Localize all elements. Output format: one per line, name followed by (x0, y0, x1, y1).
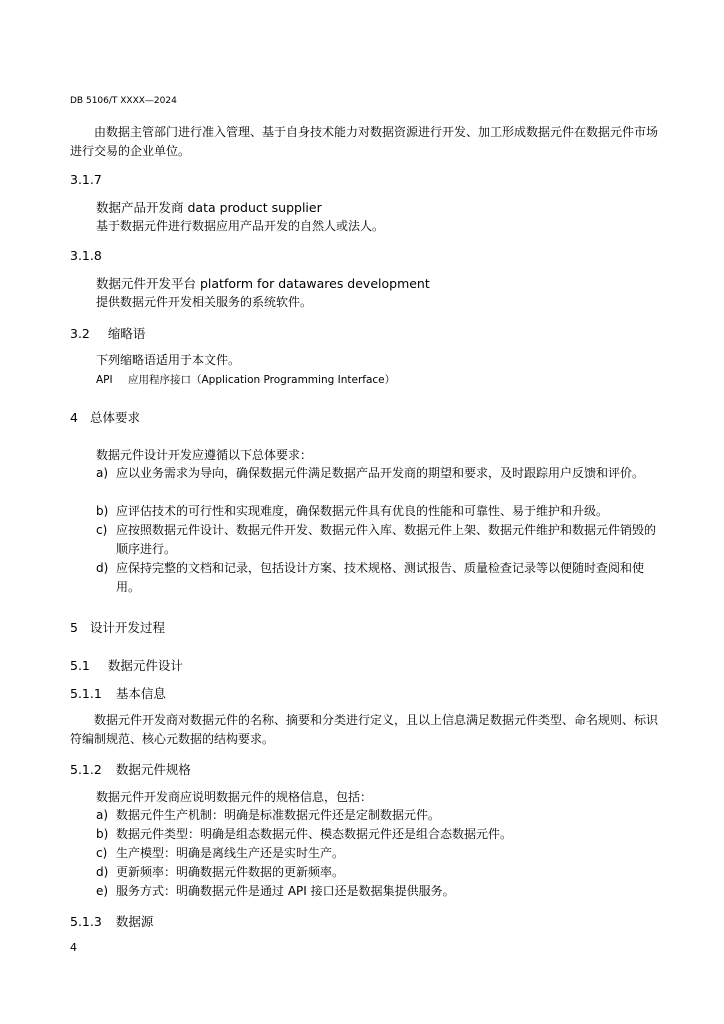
list-text: 应按照数据元件设计、数据元件开发、数据元件入库、数据元件上架、数据元件维护和数据元件销毁的顺序进行。 (116, 523, 657, 556)
section-4-title: 总体要求 (89, 410, 140, 425)
abbr-value: 应用程序接口（Application Programming Interface） (128, 374, 396, 386)
section-5-1-2-number: 5.1.2 (70, 762, 102, 777)
list-marker: d) (96, 865, 109, 879)
list-item (96, 844, 662, 863)
definition-3-1-8: 提供数据元件开发相关服务的系统软件。 (96, 295, 313, 309)
list-marker: b) (96, 504, 109, 518)
section-5-1-heading (70, 656, 183, 674)
section-5-1-number: 5.1 (70, 658, 90, 673)
list-marker: c) (96, 846, 108, 860)
section-5-1-3-number: 5.1.3 (70, 914, 102, 929)
list-text: 应保持完整的文档和记录，包括设计方案、技术规格、测试报告、质量检查记录等以便随时查阅和使用。 (116, 561, 645, 594)
list-item (96, 882, 662, 901)
section-5-1-1-paragraph: 数据元件开发商对数据元件的名称、摘要和分类进行定义，且以上信息满足数据元件类型、命名规则、标识符编制规范、核心元数据的结构要求。 (70, 713, 659, 746)
section-5-1-1-heading (70, 684, 166, 702)
abbr-key: API (96, 374, 113, 386)
list-marker: c) (96, 523, 108, 537)
section-5-1-2-title: 数据元件规格 (115, 762, 191, 777)
term-3-1-8: 数据元件开发平台 platform for datawares development (96, 276, 430, 291)
list-marker: a) (96, 466, 109, 480)
section-5-1-1-number: 5.1.1 (70, 686, 102, 701)
section-5-1-title: 数据元件设计 (107, 658, 183, 673)
list-text: 数据元件生产机制：明确是标准数据元件还是定制数据元件。 (116, 808, 441, 822)
list-marker: a) (96, 808, 109, 822)
abbr-intro: 下列缩略语适用于本文件。 (96, 353, 241, 367)
list-marker: e) (96, 884, 109, 898)
list-item (96, 464, 662, 483)
list-marker: d) (96, 561, 109, 575)
section-5-heading (70, 618, 165, 636)
list-text: 生产模型：明确是离线生产还是实时生产。 (116, 846, 345, 860)
list-item (96, 521, 662, 559)
section-5-1-1-title: 基本信息 (115, 686, 166, 701)
list-item (96, 559, 662, 597)
list-item (96, 825, 662, 844)
list-text: 应评估技术的可行性和实现难度，确保数据元件具有优良的性能和可靠性、易于维护和升级。 (116, 504, 609, 518)
list-text: 服务方式：明确数据元件是通过 API 接口还是数据集提供服务。 (116, 884, 455, 898)
section-5-1-3-heading (70, 912, 153, 930)
abbr-entry (96, 372, 395, 387)
section-5-1-2-intro: 数据元件开发商应说明数据元件的规格信息，包括： (96, 790, 373, 804)
page-number: 4 (70, 941, 77, 954)
section-5-1-2-heading (70, 760, 191, 778)
intro-paragraph: 由数据主管部门进行准入管理、基于自身技术能力对数据资源进行开发、加工形成数据元件在数据元件市场进行交易的企业单位。 (70, 125, 659, 158)
section-3-1-8-number: 3.1.8 (70, 248, 102, 263)
list-text: 数据元件类型：明确是组态数据元件、模态数据元件还是组合态数据元件。 (116, 827, 513, 841)
section-3-2-number: 3.2 (70, 326, 90, 341)
list-item (96, 502, 662, 521)
section-3-2-title: 缩略语 (107, 326, 146, 341)
list-text: 更新频率：明确数据元件数据的更新频率。 (116, 865, 345, 879)
doc-header-id: DB 5106/T XXXX—2024 (70, 96, 177, 106)
section-4-number: 4 (70, 410, 78, 425)
section-4-intro: 数据元件设计开发应遵循以下总体要求： (96, 448, 313, 462)
list-marker: b) (96, 827, 109, 841)
definition-3-1-7: 基于数据元件进行数据应用产品开发的自然人或法人。 (96, 219, 385, 233)
section-5-1-3-title: 数据源 (115, 914, 154, 929)
section-3-1-7-number: 3.1.7 (70, 172, 102, 187)
list-item (96, 806, 662, 825)
section-5-title: 设计开发过程 (89, 620, 165, 635)
list-item (96, 863, 662, 882)
section-5-number: 5 (70, 620, 78, 635)
term-3-1-7: 数据产品开发商 data product supplier (96, 200, 322, 215)
list-text: 应以业务需求为导向，确保数据元件满足数据产品开发商的期望和要求，及时跟踪用户反馈和评价。 (116, 466, 645, 480)
section-3-2-heading (70, 324, 145, 342)
section-4-heading (70, 408, 140, 426)
